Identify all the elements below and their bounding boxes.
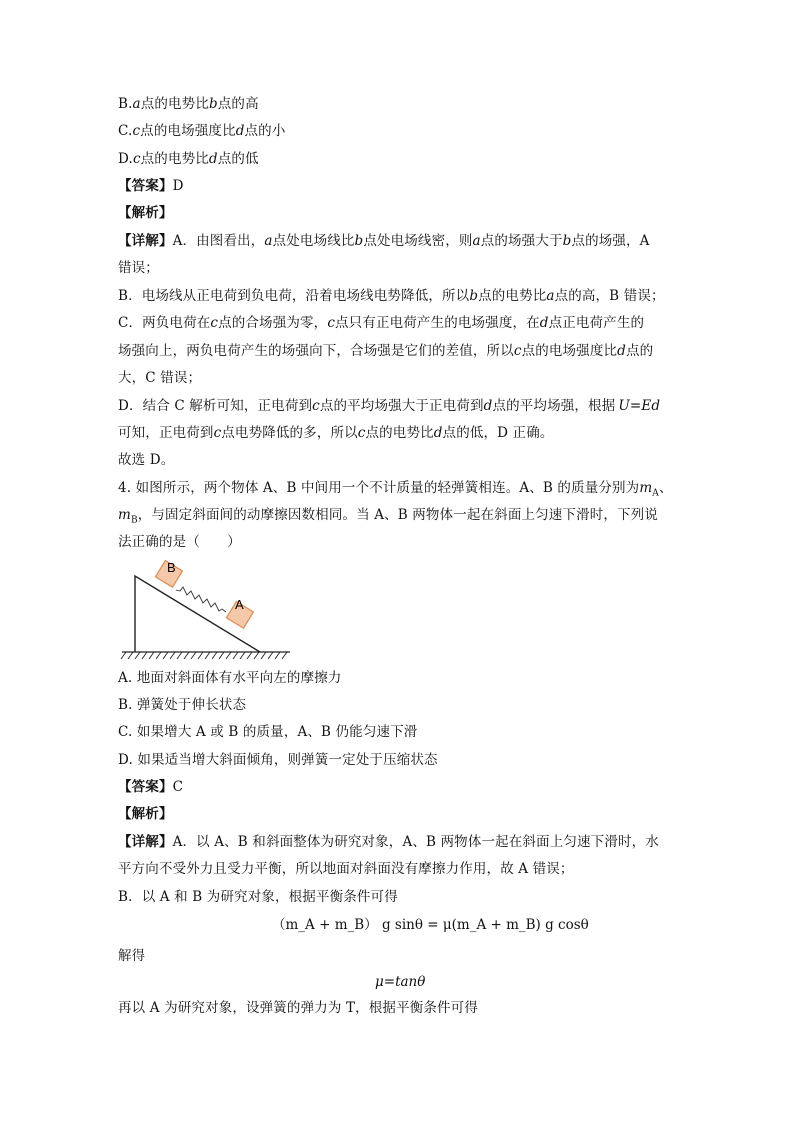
equation-2: μ=tanθ — [375, 974, 426, 990]
q4-stem-line1: 4. 如图所示，两个物体 A、B 中间用一个不计质量的轻弹簧相连。A、B 的质量分别为$m_A$、 — [118, 480, 673, 499]
q3-analysis-a2: 错误； — [118, 260, 159, 276]
q3-analysis-c1: C．两负电荷在c点的合场强为零，c点只有正电荷产生的电场强度，在d点正电荷产生的 — [118, 315, 645, 331]
q4-stem-line2: $m_B$，与固定斜面间的动摩擦因数相同。当 A、B 两物体一起在斜面上匀速下滑时，下列说 — [118, 507, 658, 526]
q4-analysis-a2: 平方向不受外力且受力平衡，所以地面对斜面没有摩擦力作用，故 A 错误； — [118, 861, 574, 877]
q4-option-c: C. 如果增大 A 或 B 的质量，A、B 仍能匀速下滑 — [118, 724, 418, 740]
q3-option-d: D.c点的电势比d点的低 — [118, 151, 259, 167]
q4-option-a: A. 地面对斜面体有水平向左的摩擦力 — [118, 670, 342, 686]
label-a: A — [235, 597, 244, 612]
label-b: B — [167, 560, 176, 575]
spring — [176, 587, 226, 612]
equation-1-text: （m_A + m_B） g sinθ = μ(m_A + m_B) g cosθ — [272, 917, 589, 933]
q3-option-c: C.c点的电场强度比d点的小 — [118, 123, 286, 139]
equation-1 — [272, 916, 589, 934]
q4-analysis-b1: B．以 A 和 B 为研究对象，根据平衡条件可得 — [118, 889, 398, 905]
q4-option-d: D. 如果适当增大斜面倾角，则弹簧一定处于压缩状态 — [118, 752, 438, 768]
q3-option-b: B.a点的电势比b点的高 — [118, 96, 259, 112]
q3-analysis-c3: 大，C 错误； — [118, 370, 202, 386]
q4-stem-line3: 法正确的是（ ） — [118, 534, 241, 550]
q4-solve-label: 解得 — [118, 948, 146, 964]
q3-analysis-b1: B．电场线从正电荷到负电荷，沿着电场线电势降低，所以b点的电势比a点的高，B 错误； — [118, 288, 665, 304]
ground-hatch — [121, 652, 287, 659]
q4-option-b: B. 弹簧处于伸长状态 — [118, 697, 247, 713]
q4-analysis-a1: 【详解】A．以 A、B 和斜面整体为研究对象，A、B 两物体一起在斜面上匀速下滑时，水 — [118, 834, 659, 850]
q4-analysis-tag: 【解析】 — [118, 806, 173, 822]
q3-answer: 【答案】D — [118, 178, 184, 194]
q3-analysis-a1: 【详解】A．由图看出，a点处电场线比b点处电场线密，则a点的场强大于b点的场强，A — [118, 233, 650, 249]
q3-analysis-d2: 可知，正电荷到c点电势降低的多，所以c点的电势比d点的低，D 正确。 — [118, 425, 554, 441]
q3-analysis-d1: D．结合 C 解析可知，正电荷到c点的平均场强大于正电荷到d点的平均场强，根据 U=Ed — [118, 398, 661, 414]
incline-figure — [118, 560, 298, 665]
q3-conclusion: 故选 D。 — [118, 452, 175, 468]
q3-analysis-c2: 场强向上，两负电荷产生的场强向下，合场强是它们的差值，所以c点的电场强度比d点的 — [118, 343, 654, 359]
q4-last-line: 再以 A 为研究对象，设弹簧的弹力为 T，根据平衡条件可得 — [118, 1000, 478, 1016]
q3-analysis-tag: 【解析】 — [118, 205, 173, 221]
q4-answer: 【答案】C — [118, 779, 184, 795]
